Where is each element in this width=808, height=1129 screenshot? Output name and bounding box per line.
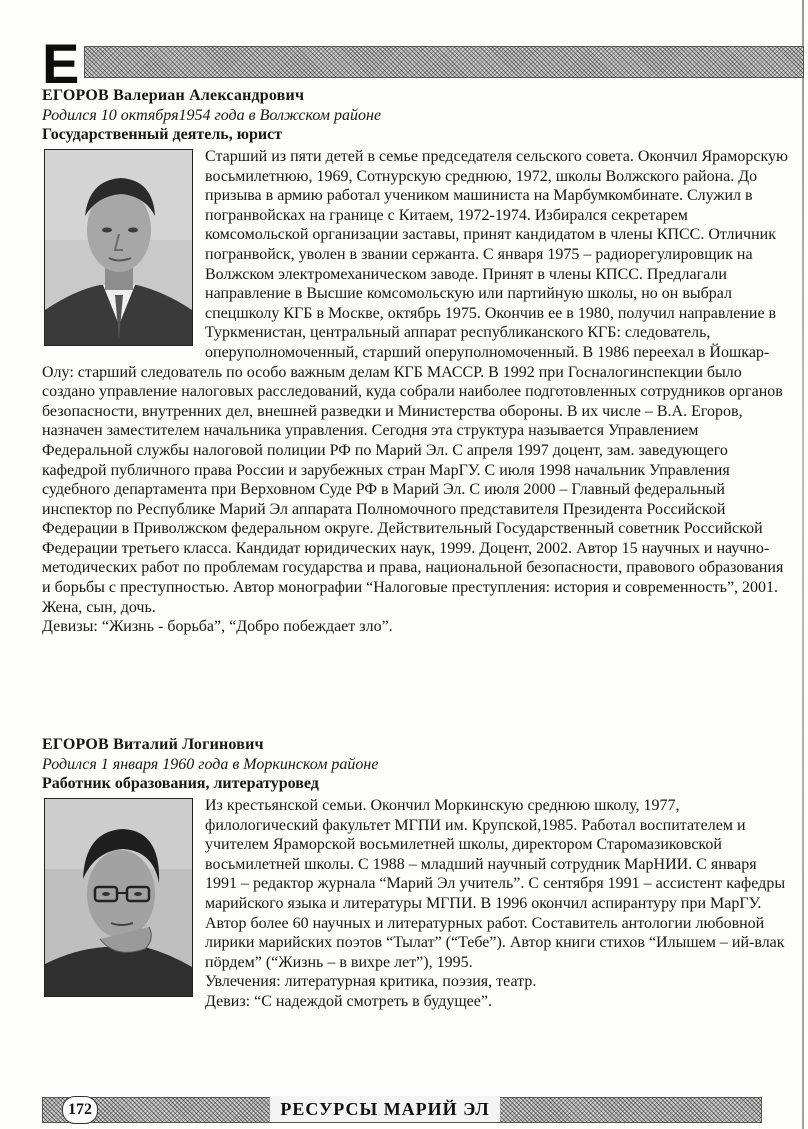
motto-line: Девиз: “С надеждой смотреть в будущее”. — [205, 992, 492, 1010]
person-role: Работник образования, литературовед — [42, 775, 319, 792]
journal-title: РЕСУРСЫ МАРИЙ ЭЛ — [270, 1096, 500, 1122]
biography-entry — [42, 86, 790, 637]
biography-paragraph: Из крестьянской семьи. Окончил Моркинскую среднюю школу, 1977, филологический факультет МГПИ им. Крупской,1985. Работал воспитателем и учителем Ярамoрской восьмилетней школы, директором Старомазиковской восьмилетней школы. С 1988 – младший научный сотрудник МарНИИ. С января 1991 – редактор журнала “Марий Эл учитель”. С сентября 1991 – ассистент кафедры марийского языка и литературы МГПИ. В 1996 окончил аспирантуру при МарГУ. — [205, 797, 786, 912]
birth-info: Родился 1 января 1960 года в Моркинском районе — [42, 756, 379, 773]
biography-text — [42, 147, 790, 637]
family-line: Жена, сын, дочь. — [42, 598, 156, 616]
birth-info: Родился 10 октября1954 года в Волжском районе — [42, 107, 382, 124]
biography-entry — [42, 735, 790, 1012]
biography-paragraph: Старший из пяти детей в семье председателя сельского совета. Окончил Ярамoрскую восьмилетнюю, 1969, Сотнурскую среднюю, 1972, школы Волжского района. До призыва в армию работал учеником машиниста на Марбумкомбинате. Служил в погранвойсках на границе с Китаем, 1972-1974. Избирался секретарем комсомольской организации заставы, принят кандидатом в члены КПСС. Отличник погранвойск, уволен в звании сержанта. С января 1975 – радиорегулировщик на Волжском электромеханическом заводе. Принят в члены КПСС. Предлагали направление в Высшие комсомольскую или партийную школы, но он выбрал спецшколу КГБ в Москве, октябрь 1975. Окончив ее в 1980, получил направление в Туркменистан, центральный аппарат республиканского КГБ: следователь, оперуполномоченный, старший оперуполномоченный. В 1986 переехал в Йошкар-Олу: старший следователь по особо важным делам КГБ МАССР. В 1992 при Госналогинспекции было создано управление налоговых расследований, куда собрали наиболее подготовленных сотрудников органов безопасности, внутренних дел, внешней разведки и Министерства обороны. В их числе – В.А. Егоров, назначен заместителем начальника управления. Сегодня эта структура называется Управлением Федеральной службы налоговой полиции РФ по Марий Эл. С апреля 1997 доцент, зам. заведующего кафедрой публичного права России и зарубежных стран МарГУ. С июля 1998 начальник Управления судебного департамента при Верховном Суде РФ в Марий Эл. С июля 2000 – Главный федеральный инспектор по Республике Марий Эл аппарата Полномочного представителя Президента Российской Федерации в Приволжском федеральном округе. Действительный Государственный советник Российской Федерации третьего класса. Кандидат юридических наук, 1999. Доцент, 2002. Автор 15 научных и научно-методических работ по проблемам государства и права, национальной безопасности, правового образования и борьбы с преступностью. Автор монографии “Налоговые преступления: история и современность”, 2001. — [42, 148, 789, 597]
page-number: 172 — [62, 1096, 98, 1124]
person-name: ЕГОРОВ Валериан Александрович — [42, 87, 305, 104]
portrait-photo — [44, 798, 193, 997]
motto-line: Девизы: “Жизнь - борьба”, “Добро побеждает зло”. — [42, 618, 393, 636]
section-letter: Е — [42, 32, 80, 95]
biography-text — [42, 796, 790, 1012]
portrait-photo — [44, 149, 193, 346]
hobbies-line: Увлечения: литературная критика, поэзия, театр. — [205, 973, 537, 991]
person-name: ЕГОРОВ Виталий Логинович — [42, 736, 264, 753]
works-paragraph: Автор более 60 научных и литературных работ. Составитель антологии любовной лирики марийских поэтов “Тылат” (“Тебе”). Автор книги стихов “Илышем – ий-влак пӧрдем” (“Жизнь – в вихре лет”), 1995. — [205, 914, 785, 971]
header-decorative-bar — [84, 46, 804, 78]
scan-edge-line — [802, 0, 804, 1129]
person-role: Государственный деятель, юрист — [42, 126, 283, 143]
